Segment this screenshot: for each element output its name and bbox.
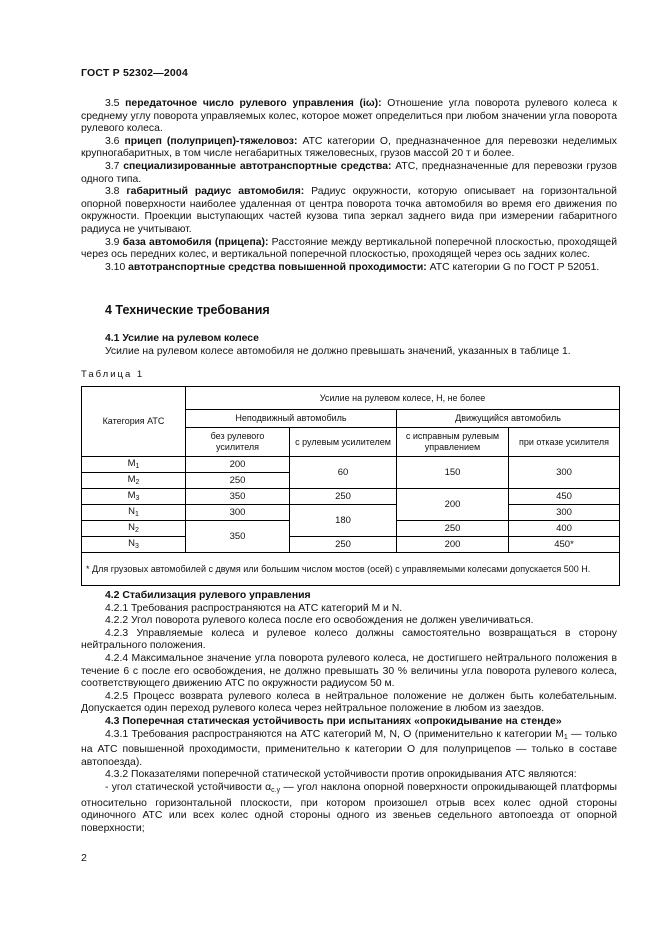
- value-cell: 350: [186, 521, 290, 553]
- value-cell: 250: [397, 521, 509, 537]
- header-with-power: с рулевым усилителем: [290, 428, 397, 457]
- value-cell: 300: [509, 457, 620, 489]
- table-caption: Таблица 1: [81, 369, 145, 380]
- value-cell: 200: [397, 489, 509, 521]
- table-footnote: * Для грузовых автомобилей с двумя или большим числом мостов (осей) с управляемыми колесами допускается 500 Н.: [82, 553, 620, 586]
- value-cell: 300: [186, 505, 290, 521]
- steering-force-table: [81, 386, 620, 586]
- value-cell: 180: [290, 505, 397, 537]
- value-cell: 450: [509, 489, 620, 505]
- header-force: Усилие на рулевом колесе, Н, не более: [186, 387, 620, 410]
- document-header: ГОСТ Р 52302—2004: [81, 67, 189, 79]
- table-row: [82, 489, 620, 505]
- definition-3-9: 3.9 база автомобиля (прицепа): Расстояние между вертикальной поперечной плоскостью, проходящей через ось передних колес, и вертикальной поперечной плоскостью, проходящей через ось задних колес.: [81, 236, 618, 261]
- definition-3-5: 3.5 передаточное число рулевого управления (iω): Отношение угла поворота рулевого колеса к среднему углу поворота управляемых колес, которое может определиться при любом значении угла поворота рулевого колеса.: [81, 98, 617, 135]
- value-cell: 60: [290, 457, 397, 489]
- header-stationary: Неподвижный автомобиль: [186, 410, 397, 428]
- value-cell: 450*: [509, 537, 620, 553]
- value-cell: 300: [509, 505, 620, 521]
- clause-4-2-heading: 4.2 Стабилизация рулевого управления: [105, 590, 311, 601]
- value-cell: 250: [186, 473, 290, 489]
- category-cell: $M_2$: [82, 473, 186, 489]
- table-row: [82, 505, 620, 521]
- definition-3-7: 3.7 специализированные автотранспортные средства: АТС, предназначенные для перевозки грузов одного типа.: [81, 160, 618, 185]
- clause-4-2-1: 4.2.1 Требования распространяются на АТС категорий M и N.: [105, 602, 403, 614]
- clause-4-2-4-3-block: [81, 590, 617, 835]
- definition-3-6: 3.6 прицеп (полуприцеп)-тяжеловоз: АТС категории О, предназначенное для перевозки неделимых крупногабаритных, в том числе негабаритных тяжеловесных, грузов массой 20 т и более.: [81, 135, 617, 160]
- header-moving: Движущийся автомобиль: [397, 410, 620, 428]
- value-cell: 200: [186, 457, 290, 473]
- header-category: Категория АТС: [82, 387, 186, 457]
- clause-4-3-heading: 4.3 Поперечная статическая устойчивость при испытаниях «опрокидывание на стенде»: [105, 715, 562, 727]
- clause-4-2-3: 4.2.3 Управляемые колеса и рулевое колесо должны самостоятельно возвращаться в сторону нейтрального положения.: [81, 627, 617, 652]
- value-cell: 400: [509, 521, 620, 537]
- header-power-failure: при отказе усилителя: [509, 428, 620, 457]
- header-no-power: без рулевого усилителя: [186, 428, 290, 457]
- clause-4-2-5: 4.2.5 Процесс возврата рулевого колеса в нейтральное положение не должен быть колебательным. Допускается один переход рулевого колеса через нейтральное положение в любом из заездов.: [81, 690, 617, 715]
- page-number: 2: [81, 852, 87, 864]
- clause-4-1-text: Усилие на рулевом колесе автомобиля не должно превышать значений, указанных в таблице 1.: [105, 345, 571, 357]
- category-cell: $N_2$: [82, 521, 186, 537]
- clause-4-2-4: 4.2.4 Максимальное значение угла поворота рулевого колеса, не достигшего нейтрального положения в течение 6 с после его освобождения, не должно превышать 30 % величины угла поворота рулевого колеса, соответствующего движению АТС по окружности радиусом 50 м.: [81, 652, 617, 690]
- table-row: [82, 457, 620, 473]
- clause-4-1-block: [81, 333, 617, 358]
- category-cell: $M_3$: [82, 489, 186, 505]
- category-cell: $M_1$: [82, 457, 186, 473]
- definition-3-8: 3.8 габаритный радиус автомобиля: Радиус окружности, которую описывает на горизонтальной опорной поверхности наиболее удаленная от центра поворота точка автомобиля во время его движения по окружности. Проекции выступающих частей кузова типа зеркал заднего вида при измерении габаритного радиуса не учитывают.: [81, 186, 617, 235]
- clause-4-3-1: 4.3.1 Требования распространяются на АТС категорий M, N, O (применительно к категории $M_1$ — только на АТС повышенной проходимости, применительно к категории O для полуприцепов — только в составе автопоезда).: [81, 728, 618, 768]
- value-cell: 150: [397, 457, 509, 489]
- section-4-title: 4 Технические требования: [105, 303, 270, 317]
- value-cell: 350: [186, 489, 290, 505]
- value-cell: 250: [290, 489, 397, 505]
- definition-3-10: 3.10 автотранспортные средства повышенной проходимости: АТС категории G по ГОСТ Р 52051.: [105, 261, 600, 273]
- clause-4-1-heading: 4.1 Усилие на рулевом колесе: [105, 333, 259, 344]
- value-cell: 200: [397, 537, 509, 553]
- category-cell: $N_3$: [82, 537, 186, 553]
- clause-4-3-2: 4.3.2 Показателями поперечной статической устойчивости против опрокидывания АТС являются:: [105, 769, 577, 781]
- header-working-power: с исправным рулевым управлением: [397, 428, 509, 457]
- value-cell: 250: [290, 537, 397, 553]
- definitions-block: [81, 98, 617, 274]
- clause-4-2-2: 4.2.2 Угол поворота рулевого колеса после его освобождения не должен увеличиваться.: [105, 615, 534, 627]
- table-row: [82, 537, 620, 553]
- category-cell: $N_1$: [82, 505, 186, 521]
- clause-4-3-2-item: - угол статической устойчивости $\alpha_{с.у}$ — угол наклона опорной поверхности опрокидывающей платформы относительно горизонтальной плоскости, при котором произошел отрыв всех колес одной стороны одиночного АТС или всех колес одной стороны одного из звеньев седельного автопоезда от опорной поверхности;: [81, 781, 617, 834]
